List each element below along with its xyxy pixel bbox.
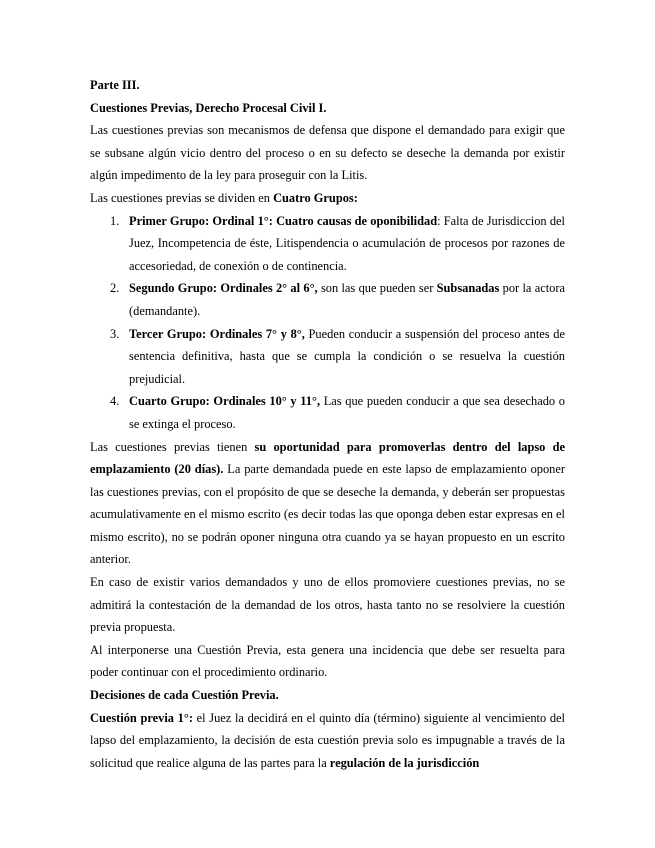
list-number: 2. (110, 281, 120, 296)
group-text: son las que pueden ser (317, 281, 437, 296)
list-number: 4. (110, 394, 120, 409)
multiple-defendants-paragraph: En caso de existir varios demandados y uno de ellos promoviere cuestiones previas, no se admitirá la contestación de la demandad de los otros, hasta tanto no se resolviere la cuestión previa propuesta. (90, 575, 565, 635)
group-text: : Falta de Jurisdiccion del Juez, Incompetencia de éste, Litispendencia o acumulación de procesos por razones de accesoriedad, de conexión o de continencia. (129, 213, 565, 273)
part-label: Parte III. (90, 78, 140, 92)
opportunity-paragraph (90, 436, 565, 572)
group-text-end: por la actora (demandante). (129, 281, 565, 318)
opportunity-lead: Las cuestiones previas tienen (90, 439, 255, 454)
groups-intro (90, 187, 565, 210)
list-item (90, 210, 565, 278)
groups-lead: Las cuestiones previas se dividen en (90, 190, 274, 205)
incidence-paragraph: Al interponerse una Cuestión Previa, esta genera una incidencia que debe ser resuelta para poder continuar con el procedimiento ordinario. (90, 642, 565, 680)
opportunity-rest: La parte demandada puede en este lapso de emplazamiento oponer las cuestiones previas, con el propósito de que se deseche la demanda, y deberán ser propuestas acumulativamente en el mismo escrito (es decir todas las que oponga deben estar expresas en el mismo escrito), no se podrán oponer ninguna otra cuando ya se hayan propuesto en un escrito anterior. (90, 462, 565, 567)
list-item (90, 323, 565, 391)
definition-paragraph: Las cuestiones previas son mecanismos de defensa que dispone el demandado para exigir que se subsane algún vicio dentro del proceso o en su defecto se deseche la demanda por existir algún impedimento de la ley para proseguir con la Litis. (90, 123, 565, 183)
first-decision-label: Cuestión previa 1°: (90, 710, 193, 725)
group-title: Segundo Grupo: Ordinales 2° al 6°, (129, 281, 318, 296)
groups-lead-bold: Cuatro Grupos: (273, 190, 358, 205)
group-title: Cuarto Grupo: Ordinales 10° y 11°, (129, 394, 321, 409)
first-decision-text: el Juez la decidirá en el quinto día (término) siguiente al vencimiento del lapso del emplazamiento, la decisión de esta cuestión previa solo es impugnable a través de la solicitud que realice alguna de las partes para la (90, 710, 565, 770)
group-title: Primer Grupo: Ordinal 1°: Cuatro causas de oponibilidad (129, 213, 438, 228)
group-text: Las que pueden conducir a que sea desechado o se extinga el proceso. (129, 394, 565, 431)
group-text: Pueden conducir a suspensión del proceso antes de sentencia definitiva, hasta que se cumpla la condición o se resuelva la cuestión prejudicial. (129, 326, 565, 386)
list-number: 3. (110, 326, 120, 341)
list-number: 1. (110, 213, 120, 228)
list-item (90, 390, 565, 435)
group-title: Tercer Grupo: Ordinales 7° y 8°, (129, 326, 305, 341)
group-emphasis: Subsanadas (436, 281, 500, 296)
list-item (90, 277, 565, 322)
document-body (90, 74, 565, 774)
first-decision-bold-end: regulación de la jurisdicción (329, 755, 480, 770)
decisions-heading: Decisiones de cada Cuestión Previa. (90, 688, 279, 703)
opportunity-bold: su oportunidad para promoverlas dentro del lapso de emplazamiento (20 días). (90, 439, 565, 477)
section-title: Cuestiones Previas, Derecho Procesal Civil I. (90, 100, 327, 115)
first-decision-paragraph (90, 707, 565, 775)
groups-list (90, 210, 565, 436)
